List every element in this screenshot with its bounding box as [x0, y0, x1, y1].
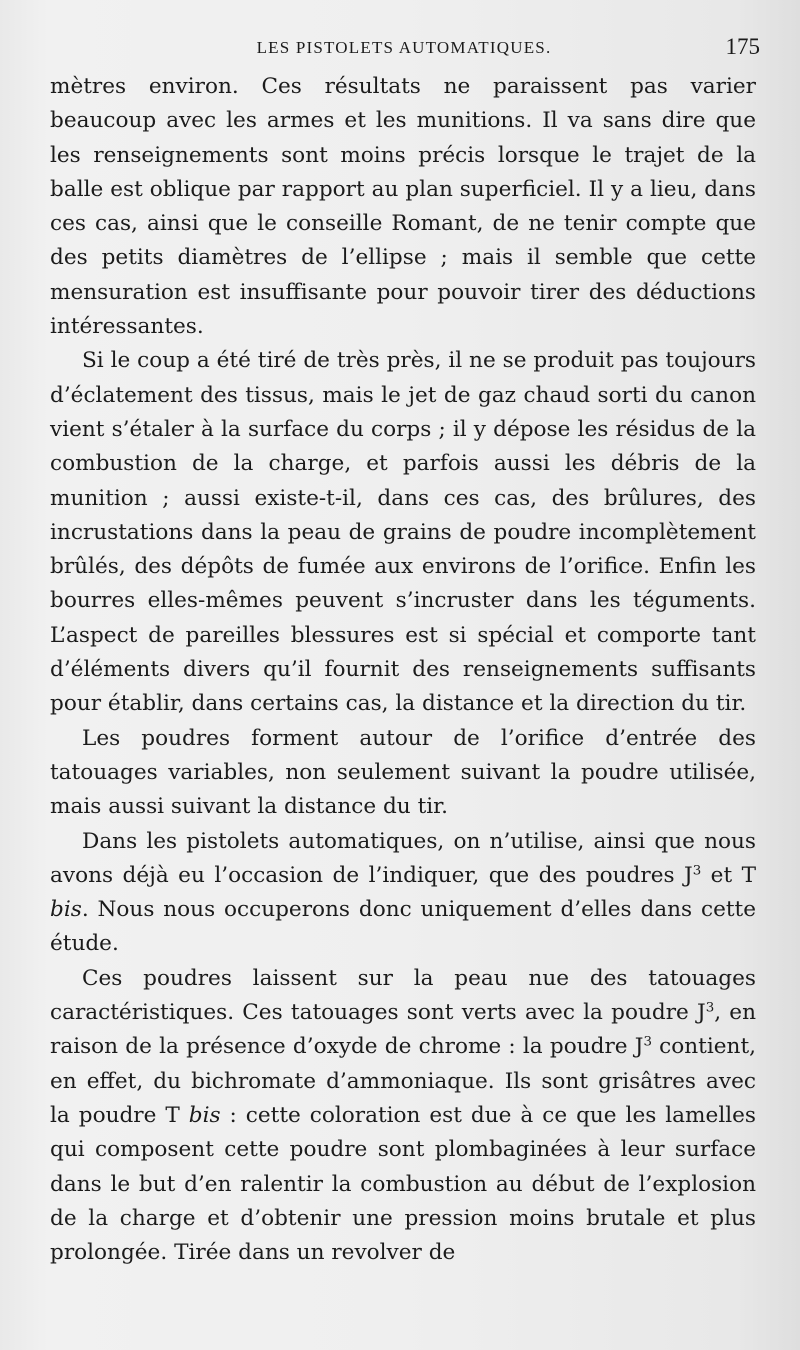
paragraph-4-text-b: et T: [701, 862, 756, 888]
paragraph-4-text-a: Dans les pistolets automatiques, on n’utilise, ainsi que nous avons déjà eu l’occasion de l’indiquer, que des poudres J: [50, 828, 756, 888]
paragraph-2: Si le coup a été tiré de très près, il ne se produit pas toujours d’éclatement des tissus, mais le jet de gaz chaud sorti du canon vient s’étaler à la surface du corps ; il y dépose les résidus de la combustion de la charge, et parfois aussi les débris de la munition ; aussi existe-t-il, dans ces cas, des brûlures, des incrustations dans la peau de grains de poudre incomplètement brûlés, des dépôts de fumée aux environs de l’orifice. Enfin les bourres elles-mêmes peuvent s’incruster dans les téguments. L’aspect de pareilles blessures est si spécial et comporte tant d’éléments divers qu’il fournit des renseignements suffisants pour établir, dans certains cas, la distance et la direction du tir.: [50, 348, 756, 717]
body-text: [50, 70, 756, 1270]
superscript-3: 3: [705, 1000, 715, 1016]
paragraph-5: [50, 962, 756, 1271]
paragraph-1: mètres environ. Ces résultats ne paraissent pas varier beaucoup avec les armes et les munitions. Il va sans dire que les renseignements sont moins précis lorsque le trajet de la balle est oblique par rapport au plan superficiel. Il y a lieu, dans ces cas, ainsi que le conseille Romant, de ne tenir compte que des petits diamètres de l’ellipse ; mais il semble que cette mensuration est insuffisante pour pouvoir tirer des déductions intéressantes.: [50, 74, 756, 340]
page-number: 175: [725, 34, 760, 59]
italic-bis: bis: [188, 1102, 221, 1128]
paragraph-5-text-b: , en raison de la présence d’oxyde de chrome : la poudre J: [50, 1000, 756, 1060]
running-title: LES PISTOLETS AUTOMATIQUES.: [256, 38, 552, 57]
superscript-3: 3: [692, 863, 702, 879]
paragraph-4-text-c: . Nous nous occuperons donc uniquement d’elles dans cette étude.: [50, 897, 756, 957]
paragraph-4: [50, 825, 756, 962]
superscript-3: 3: [643, 1034, 652, 1050]
italic-bis: bis: [50, 897, 82, 923]
paragraph-5-text-a: Ces poudres laissent sur la peau nue des tatouages caractéristiques. Ces tatouages sont verts avec la poudre J: [50, 965, 756, 1026]
paragraph-5-text-c: contient, en effet, du bichromate d’ammoniaque. Ils sont grisâtres avec la poudre T: [50, 1034, 756, 1128]
page-header: [48, 34, 760, 66]
paragraph-3: Les poudres forment autour de l’orifice d’entrée des tatouages variables, non seulement suivant la poudre utilisée, mais aussi suivant la distance du tir.: [50, 725, 756, 820]
paragraph-5-text-d: : cette coloration est due à ce que les lamelles qui composent cette poudre sont plombaginées à leur surface dans le but d’en ralentir la combustion au début de l’explosion de la charge et d’obtenir une pression moins brutale et plus prolongée. Tirée dans un revolver de: [50, 1102, 756, 1266]
